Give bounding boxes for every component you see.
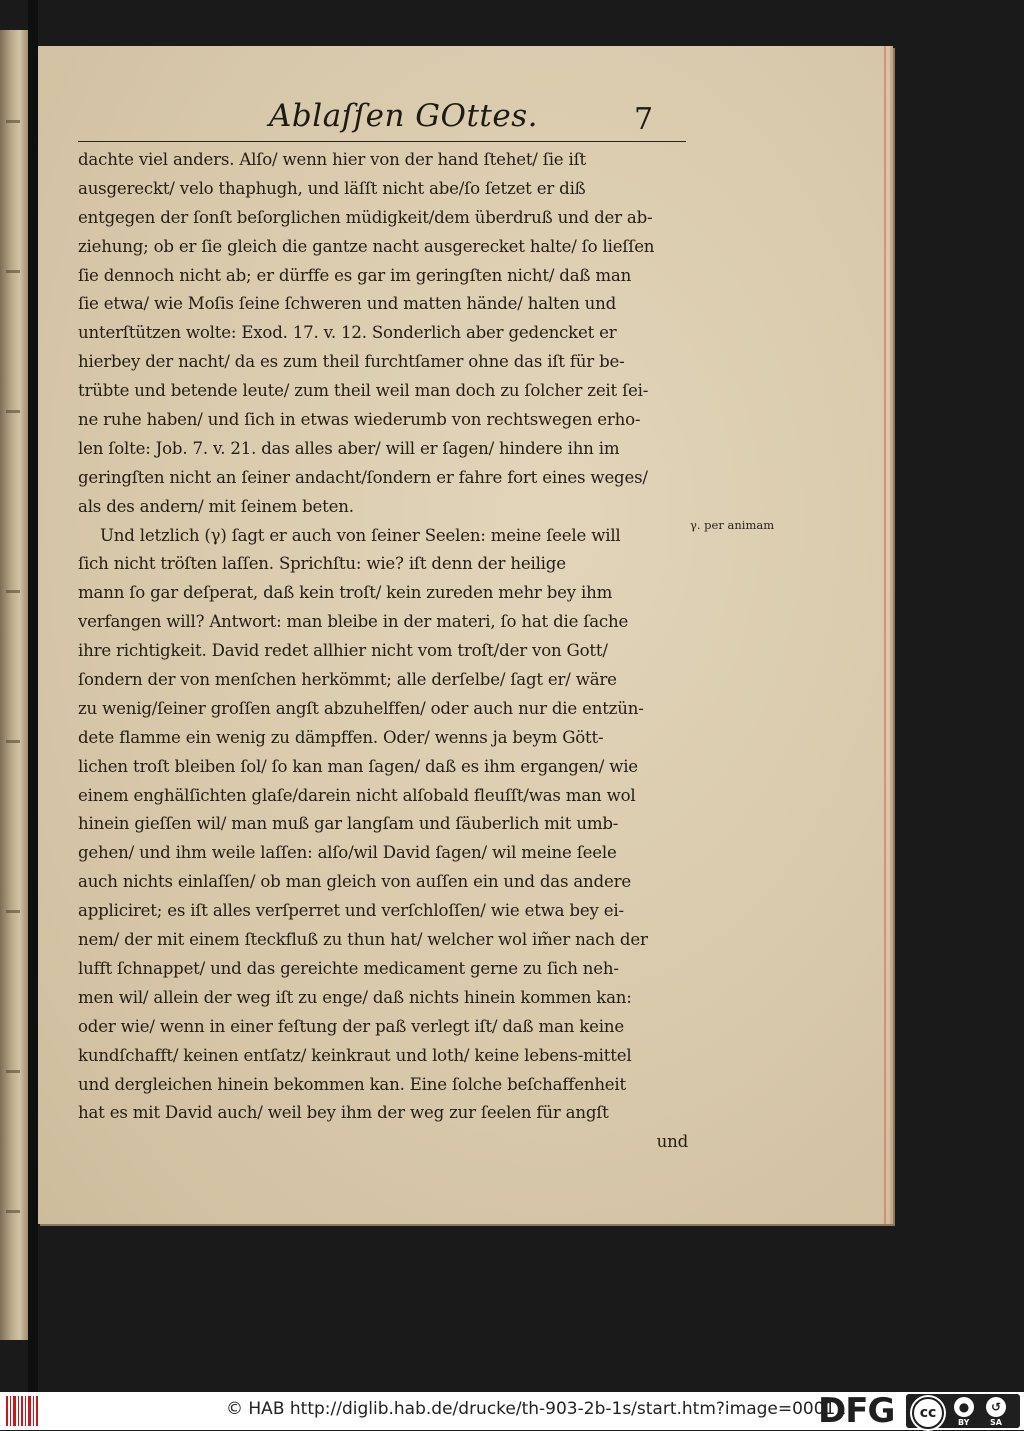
text-line: hierbey der nacht/ da es zum theil furchtſamer ohne das iſt für be- [78,352,625,372]
text-line: trübte und betende leute/ zum theil weil man doch zu ſolcher zeit ſei- [78,381,649,401]
copyright-link[interactable]: © HAB http://diglib.hab.de/drucke/th-903-2b-1s/start.htm?image=00011 [226,1399,847,1419]
by-label: BY [958,1418,970,1427]
text-line: und dergleichen hinein bekommen kan. Eine ſolche beſchaffenheit [78,1074,627,1094]
previous-page-edge [0,30,28,1340]
text-line: ſondern der von menſchen herkömmt; alle derſelbe/ ſagt er/ wäre [78,670,617,690]
text-line: ihre richtigkeit. David redet allhier nicht vom troſt/der von Gott/ [78,641,608,661]
text-line: einem enghälſichten glaſe/darein nicht alſobald fleuſſt/was man wol [78,785,636,805]
binding-gutter [28,0,38,1392]
text-line: gehen/ und ihm weile laſſen: alſo/wil David ſagen/ wil meine ſeele [78,843,617,863]
text-line: zu wenig/ſeiner groſſen angſt abzuhelffen/ oder auch nur die entzün- [78,698,644,718]
sa-label: SA [990,1418,1002,1427]
text-line: lufft ſchnappet/ und das gereichte medicament gerne zu ſich neh- [78,958,619,978]
text-line: Und letzlich (γ) ſagt er auch von ſeiner Seelen: meine ſeele will [100,525,621,545]
page-number: 7 [634,102,654,137]
attribution-person-icon: ● [954,1397,974,1417]
text-line: dachte viel anders. Alſo/ wenn hier von der hand ſtehet/ ſie iſt [78,150,587,169]
footer-bar [0,1392,1024,1430]
text-line: ſie dennoch nicht ab; er dürffe es gar im geringſten nicht/ daß man [78,265,632,285]
text-line: ne ruhe haben/ und ſich in etwas wiederumb von rechtswegen erho- [78,410,641,430]
barcode-logo-icon [6,1396,38,1426]
running-head: Ablaſſen GOttes. [269,98,538,134]
text-line: geringſten nicht an ſeiner andacht/ſondern er fahre fort eines weges/ [78,467,648,487]
margin-note: γ. per animam [690,518,775,532]
header-rule [78,141,686,142]
text-line: ſich nicht tröſten laſſen. Sprichſtu: wie? iſt denn der heilige [78,554,566,574]
red-page-edge [884,46,886,1224]
text-line: dete flamme ein wenig zu dämpffen. Oder/ wenns ja beym Gött- [78,727,604,747]
text-line: lichen troſt bleiben ſol/ ſo kan man ſagen/ daß es ihm ergangen/ wie [78,756,638,776]
text-line: ziehung; ob er ſie gleich die gantze nacht ausgerecket halte/ ſo lieſſen [78,236,655,256]
text-line: hinein gieſſen wil/ man muß gar langſam und ſäuberlich mit umb- [78,814,619,834]
text-line: men wil/ allein der weg iſt zu enge/ daß nichts hinein kommen kan: [78,987,632,1007]
catchword: und [656,1132,688,1152]
creative-commons-badge[interactable] [906,1394,1020,1428]
text-line: len ſolte: Job. 7. v. 21. das alles aber/ will er ſagen/ hindere ihn im [78,438,620,458]
text-line: hat es mit David auch/ weil bey ihm der weg zur ſeelen für angſt [78,1103,609,1123]
text-line: ausgereckt/ velo thaphugh, und läſſt nicht abe/ſo ſetzet er diß [78,178,586,198]
book-page [38,46,893,1224]
text-line: kundſchafft/ keinen entſatz/ keinkraut und loth/ keine lebens-mittel [78,1045,632,1065]
text-line: ſie etwa/ wie Moſis ſeine ſchweren und matten hände/ halten und [78,294,617,314]
text-line: entgegen der ſonſt beſorglichen müdigkeit/dem überdruß und der ab- [78,207,653,227]
body-text [78,146,690,1157]
text-line: mann ſo gar deſperat, daß kein troſt/ kein zureden mehr bey ihm [78,583,613,603]
text-line: oder wie/ wenn in einer feſtung der paß verlegt iſt/ daß man keine [78,1016,624,1036]
text-line: appliciret; es iſt alles verſperret und verſchloſſen/ wie etwa bey ei- [78,901,624,921]
text-line: unterſtützen wolte: Exod. 17. v. 12. Sonderlich aber gedencket er [78,323,617,343]
dfg-logo: DFG [818,1391,895,1431]
share-alike-icon: ↺ [986,1397,1006,1417]
text-line: als des andern/ mit ſeinem beten. [78,496,354,516]
text-line: nem/ der mit einem ſteckfluß zu thun hat/ welcher wol im̃er nach der [78,930,648,950]
text-line: auch nichts einlaſſen/ ob man gleich von auſſen ein und das andere [78,872,631,892]
cc-icon: cc [912,1397,944,1429]
text-line: verfangen will? Antwort: man bleibe in der materi, ſo hat die ſache [78,612,629,632]
